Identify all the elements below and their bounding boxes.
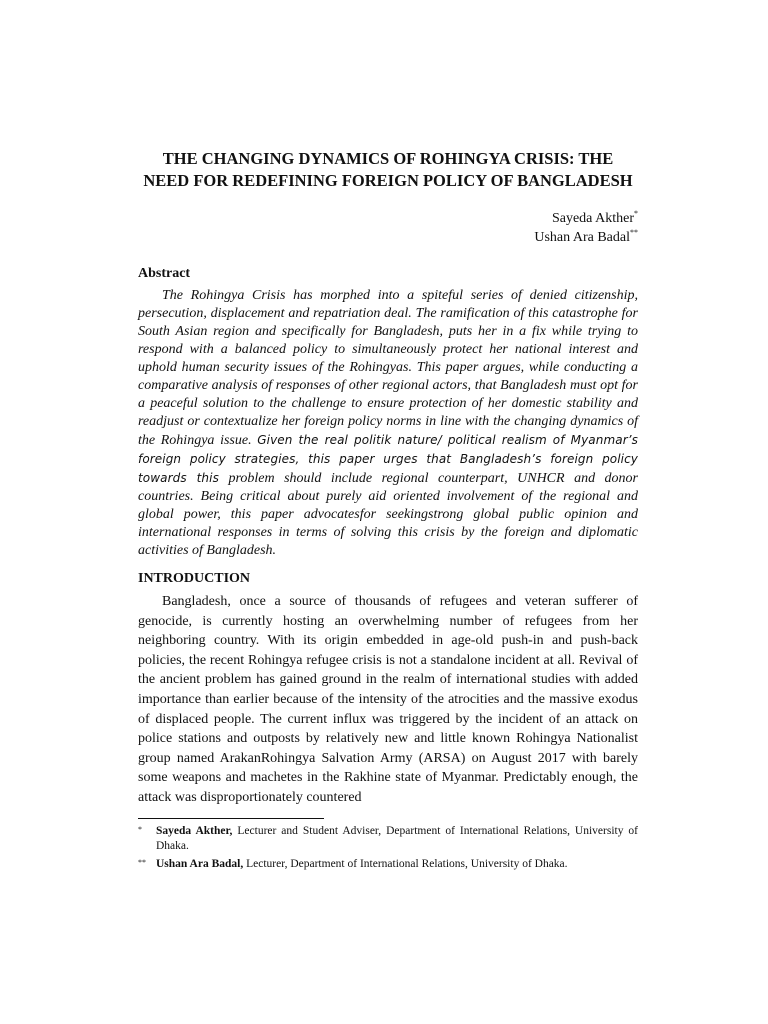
author-1-name: Sayeda Akther	[551, 211, 634, 226]
footnote-2	[138, 857, 638, 872]
footnote-2-text: Lecturer, Department of International Relations, University of Dhaka.	[243, 858, 568, 870]
footnote-1-name: Sayeda Akther,	[156, 825, 233, 837]
abstract-text-part2: Given the real politik nature/ political realism of Myanmar’s foreign policy strategies, this paper urges that Bangladesh’s foreign policy towards this	[138, 433, 638, 485]
author-block	[138, 209, 638, 247]
paper-title: THE CHANGING DYNAMICS OF ROHINGYA CRISIS: THE NEED FOR REDEFINING FOREIGN POLICY OF BANGLADESH	[143, 149, 633, 190]
abstract-heading: Abstract	[138, 266, 191, 281]
author-1-mark: *	[634, 209, 638, 218]
abstract-text-part1: The Rohingya Crisis has morphed into a spiteful series of denied citizenship, persecution, displacement and repatriation deal. The ramification of this catastrophe for South Asian region and specifically for Bangladesh, puts her in a fix while trying to respond with a balanced policy to simultaneously protect her national interest and uphold human security issues of the Rohingyas. This paper argues, while conducting a comparative analysis of responses of other regional actors, that Bangladesh must opt for a peaceful solution to the challenge to ensure protection of her domestic stability and readjust or contextualize her foreign policy norms in line with the changing dynamics of the Rohingya issue.	[138, 288, 638, 448]
author-2-mark: **	[630, 228, 638, 237]
author-1	[138, 209, 638, 228]
introduction-text: Bangladesh, once a source of thousands of refugees and veteran sufferer of genocide, is currently hosting an overwhelming number of refugees from her neighboring country. With its origin embedded in age-old push-in and push-back policies, the recent Rohingya refugee crisis is not a standalone incident at all. Revival of the ancient problem has gained ground in the realm of international studies with added importance than earlier because of the intensity of the atrocities and the massive exodus of displaced people. The current influx was triggered by the incident of an attack on police stations and outposts by relatively new and little known Rohingya Nationalist group named ArakanRohingya Salvation Army (ARSA) on August 2017 with barely some weapons and machetes in the Rakhine state of Myanmar. Predictably enough, the attack was disproportionately countered	[138, 594, 638, 805]
footnote-1	[138, 824, 638, 854]
introduction-heading: INTRODUCTION	[138, 571, 251, 586]
abstract-text	[138, 287, 638, 560]
paper-page	[138, 148, 638, 808]
footnote-2-mark: **	[138, 858, 146, 867]
footnote-1-text: Lecturer and Student Adviser, Department of International Relations, University of Dhaka.	[156, 825, 639, 852]
footnote-2-name: Ushan Ara Badal,	[156, 858, 244, 870]
footnote-divider	[138, 818, 324, 819]
footnote-1-mark: *	[138, 825, 142, 834]
footnotes	[138, 824, 638, 875]
author-2	[138, 228, 638, 247]
author-2-name: Ushan Ara Badal	[534, 230, 630, 245]
abstract-text-part3: problem should include regional counterpart, UNHCR and donor countries. Being critical about purely aid oriented involvement of the regional and global power, this paper advocatesfor seekingstrong global public opinion and international responses in terms of solving this crisis by the foreign and diplomatic activities of Bangladesh.	[138, 471, 639, 558]
